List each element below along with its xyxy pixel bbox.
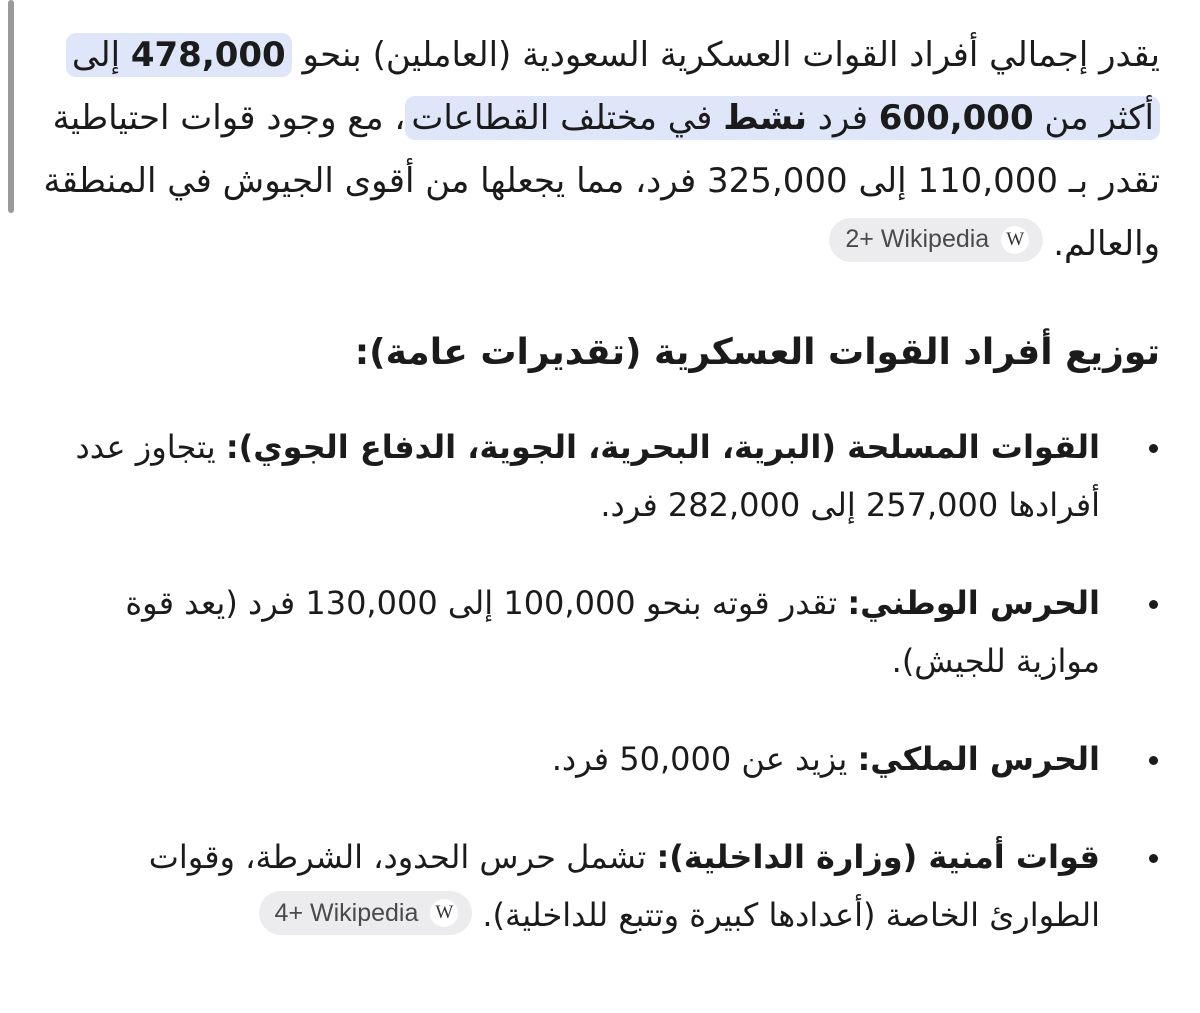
list-item-lead: القوات المسلحة (البرية، البحرية، الجوية، الدفاع الجوي): [225, 428, 1100, 466]
highlight-number-1: 478,000 [130, 35, 286, 75]
source-chip-label: 4+ Wikipedia [274, 899, 419, 927]
source-chip-wikipedia[interactable] [829, 218, 1043, 262]
bullet-icon [1149, 854, 1158, 863]
list-item [40, 828, 1160, 944]
forces-list [40, 418, 1160, 944]
list-item-text: تقدر قوته بنحو 100,000 إلى 130,000 فرد (يعد قوة موازية للجيش). [125, 584, 1100, 680]
list-item [40, 574, 1160, 690]
bullet-icon [1149, 756, 1158, 765]
section-heading: توزيع أفراد القوات العسكرية (تقديرات عامة): [354, 332, 1160, 373]
wikipedia-icon: W [430, 899, 458, 927]
bullet-icon [1149, 600, 1158, 609]
intro-paragraph [40, 24, 1160, 276]
list-item-text: يزيد عن 50,000 فرد. [551, 740, 858, 778]
list-item-text: يتجاوز عدد أفرادها 257,000 إلى 282,000 فرد. [75, 428, 1100, 524]
source-chip-label: 2+ Wikipedia [845, 225, 990, 253]
response-content [40, 24, 1160, 984]
list-item-lead: الحرس الملكي: [857, 740, 1100, 778]
list-item [40, 418, 1160, 534]
scrollbar-thumb[interactable] [8, 0, 14, 213]
intro-text-before: يقدر إجمالي أفراد القوات العسكرية السعودية (العاملين) بنحو [291, 35, 1160, 75]
highlight-text-2: فرد [806, 98, 879, 138]
list-item-text: تشمل حرس الحدود، الشرطة، وقوات الطوارئ الخاصة (أعدادها كبيرة وتتبع للداخلية). [148, 838, 1100, 934]
highlight-word-active: نشط [723, 98, 807, 138]
highlight-text-3: في مختلف القطاعات [411, 98, 724, 138]
list-item [40, 730, 1160, 788]
list-item-lead: الحرس الوطني: [847, 584, 1100, 622]
highlight-text-1: إلى أكثر من [71, 35, 1154, 138]
highlight-number-2: 600,000 [878, 98, 1034, 138]
bullet-icon [1149, 444, 1158, 453]
list-item-lead: قوات أمنية (وزارة الداخلية): [656, 838, 1100, 876]
wikipedia-icon: W [1001, 226, 1029, 254]
intro-text-after: ، مع وجود قوات احتياطية تقدر بـ 110,000 إلى 325,000 فرد، مما يجعلها من أقوى الجيوش في المنطقة والعالم. [43, 98, 1160, 264]
source-chip-wikipedia[interactable] [259, 891, 473, 935]
